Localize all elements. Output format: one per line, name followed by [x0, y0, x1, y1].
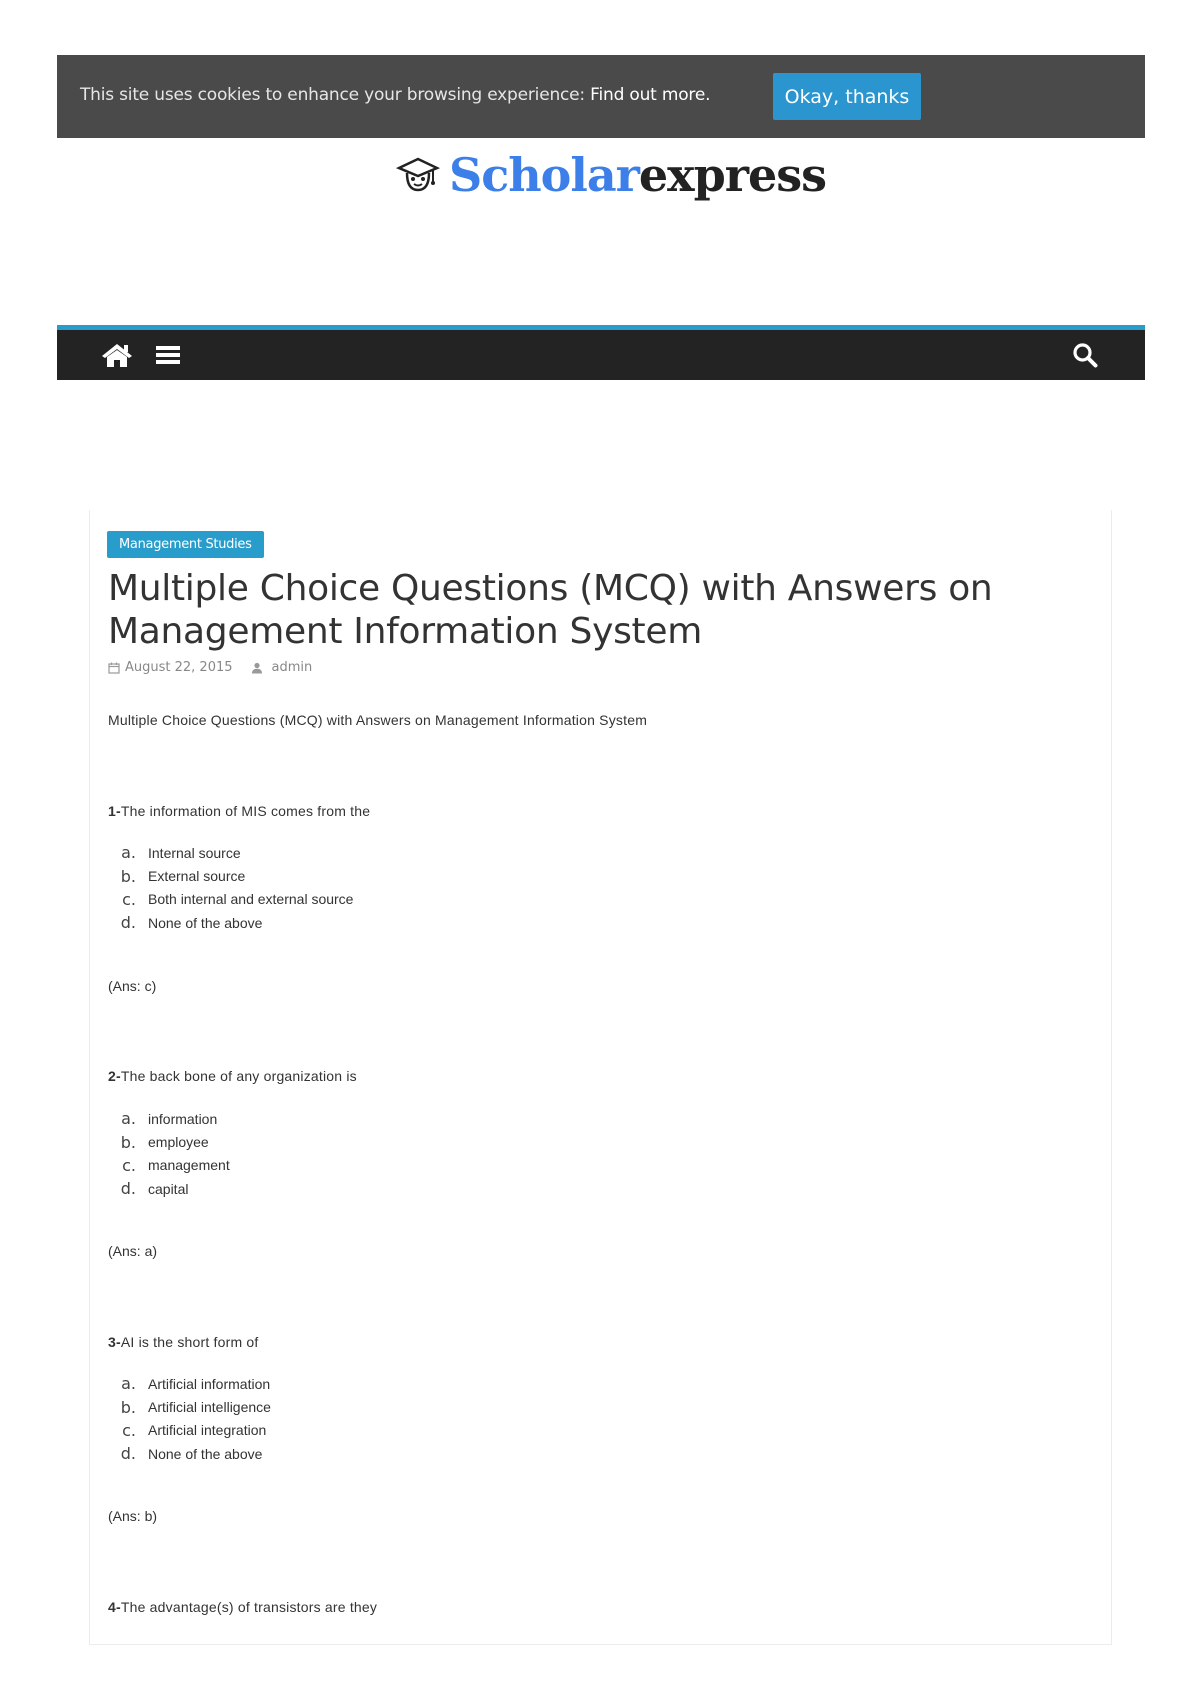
option-text: None of the above — [148, 914, 263, 931]
option-text: None of the above — [148, 1445, 263, 1462]
option-letter: c. — [122, 889, 136, 909]
option-item — [108, 1154, 230, 1177]
okay-thanks-button[interactable]: Okay, thanks — [773, 73, 921, 120]
site-logo[interactable] — [395, 145, 826, 205]
question-text: The back bone of any organization is — [120, 1068, 357, 1084]
main-navigation — [57, 325, 1145, 380]
option-letter: d. — [120, 913, 136, 933]
question-4 — [108, 1599, 377, 1615]
option-letter: a. — [121, 1109, 136, 1129]
answer-2: (Ans: a) — [108, 1243, 158, 1259]
article-meta — [108, 660, 312, 675]
search-icon[interactable] — [1072, 342, 1098, 368]
answer-3: (Ans: b) — [108, 1508, 158, 1524]
hamburger-icon[interactable] — [155, 343, 181, 367]
question-1 — [108, 803, 370, 819]
option-text: management — [148, 1157, 230, 1174]
home-icon[interactable] — [101, 342, 133, 368]
option-text: Internal source — [148, 844, 241, 861]
category-badge[interactable]: Management Studies — [107, 531, 264, 558]
cookie-message-text: This site uses cookies to enhance your browsing experience: — [80, 85, 591, 105]
option-text: employee — [148, 1134, 209, 1151]
option-item — [108, 888, 353, 911]
option-item — [108, 1107, 230, 1130]
question-number: 1- — [108, 803, 121, 819]
calendar-icon — [108, 662, 120, 674]
question-3 — [108, 1334, 259, 1350]
article-title: Multiple Choice Questions (MCQ) with Answers on Management Information System — [108, 568, 993, 652]
option-letter: b. — [120, 1132, 136, 1152]
logo-scholar: Scholar — [449, 148, 639, 202]
option-text: information — [148, 1110, 218, 1127]
logo-wordmark — [449, 148, 826, 202]
question-number: 4- — [108, 1599, 121, 1615]
question-text: The information of MIS comes from the — [120, 803, 371, 819]
graduation-cap-icon — [395, 154, 441, 196]
question-1-options — [108, 841, 353, 935]
logo-express: express — [638, 148, 827, 202]
option-letter: b. — [120, 866, 136, 886]
option-item — [108, 841, 353, 864]
question-text: The advantage(s) of transistors are they — [120, 1599, 378, 1615]
option-text: Artificial integration — [148, 1422, 267, 1439]
option-letter: a. — [121, 843, 136, 863]
answer-1: (Ans: c) — [108, 978, 157, 994]
user-icon — [251, 662, 263, 674]
question-2-options — [108, 1107, 230, 1201]
option-letter: d. — [120, 1179, 136, 1199]
option-letter: c. — [122, 1420, 136, 1440]
option-text: capital — [148, 1180, 189, 1197]
option-item — [108, 1130, 230, 1153]
option-item — [108, 1442, 271, 1465]
option-text: Both internal and external source — [148, 891, 354, 908]
option-text: External source — [148, 868, 246, 885]
author-info — [251, 660, 313, 675]
option-text: Artificial intelligence — [148, 1399, 271, 1416]
option-item — [108, 1395, 271, 1418]
option-item — [108, 864, 353, 887]
option-letter: d. — [120, 1444, 136, 1464]
option-item — [108, 1419, 271, 1442]
option-letter: c. — [122, 1155, 136, 1175]
question-text: AI is the short form of — [120, 1334, 259, 1350]
find-out-more-link[interactable]: Find out more. — [590, 85, 711, 105]
option-letter: b. — [120, 1397, 136, 1417]
question-number: 2- — [108, 1068, 121, 1084]
post-date[interactable]: August 22, 2015 — [125, 660, 233, 675]
post-author[interactable]: admin — [271, 660, 313, 675]
option-item — [108, 911, 353, 934]
article-card — [89, 510, 1112, 1645]
question-3-options — [108, 1372, 271, 1466]
question-number: 3- — [108, 1334, 121, 1350]
article-intro: Multiple Choice Questions (MCQ) with Answers on Management Information System — [108, 712, 648, 728]
cookie-message — [80, 85, 710, 105]
question-2 — [108, 1068, 357, 1084]
option-item — [108, 1372, 271, 1395]
option-letter: a. — [121, 1374, 136, 1394]
option-text: Artificial information — [148, 1375, 271, 1392]
cookie-bar — [57, 55, 1145, 138]
option-item — [108, 1177, 230, 1200]
